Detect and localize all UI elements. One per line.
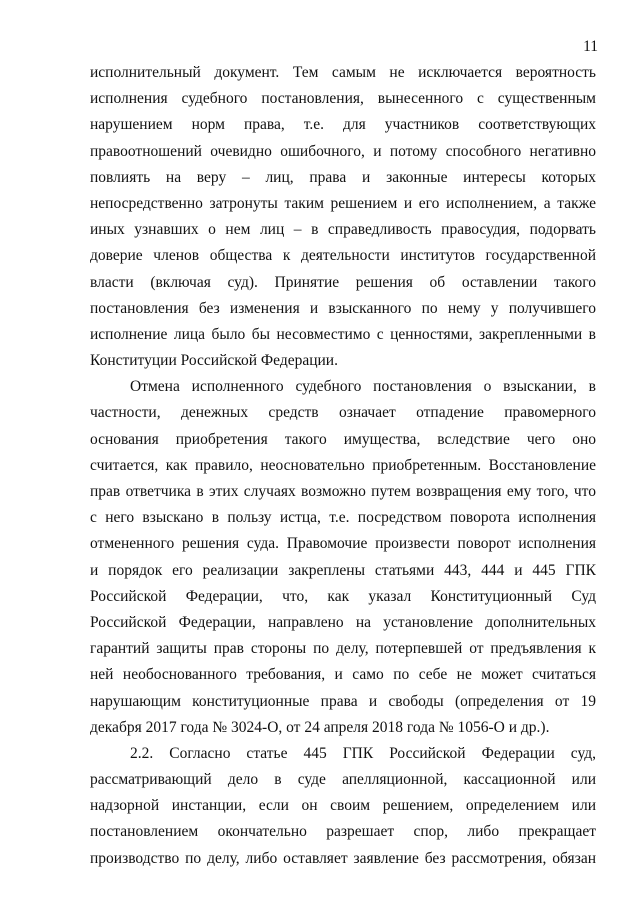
text-line: прав ответчика в этих случаях возможно путем возвращения ему того, что [90,483,596,500]
text-line: Отмена исполненного судебного постановления о взыскании, в [130,378,596,396]
text-line: 2.2. Согласно статье 445 ГПК Российской Федерации суд, [130,744,596,762]
text-line: исполнения судебного постановления, вынесенного с существенным [90,90,596,108]
text-line: нарушением норм права, т.е. для участников соответствующих [90,116,596,134]
page-number: 11 [583,38,598,55]
text-line: постановления без изменения и взысканного по нему у получившего [90,299,596,317]
text-line: декабря 2017 года № 3024-О, от 24 апреля 2018 года № 1056-О и др.). [90,718,550,736]
text-line: исполнение лица было бы несовместимо с ценностями, закрепленными в [90,325,596,343]
text-line: и порядок его реализации закреплены статьями 443, 444 и 445 ГПК [90,561,596,579]
text-line: частности, денежных средств означает отпадение правомерного [90,404,596,422]
text-line: ней необоснованного требования, и само по себе не может считаться [90,666,596,684]
text-line: рассматривающий дело в суде апелляционной, кассационной или [90,771,596,789]
text-line: Конституции Российской Федерации. [90,352,338,370]
text-line: основания приобретения такого имущества, вследствие чего оно [90,430,596,448]
paragraph-2 [90,374,596,741]
text-line: надзорной инстанции, если он своим решением, определением или [90,797,596,815]
text-line: считается, как правило, неосновательно приобретенным. Восстановление [90,456,596,474]
text-line: нарушающим конституционные права и свободы (определения от 19 [90,692,596,710]
text-line: постановлением окончательно разрешает спор, либо прекращает [90,823,596,841]
text-line: правоотношений очевидно ошибочного, и потому способного негативно [90,142,596,160]
text-line: исполнительный документ. Тем самым не исключается вероятность [90,64,596,81]
text-line: власти (включая суд). Принятие решения об оставлении такого [90,273,596,291]
text-line: производство по делу, либо оставляет заявление без рассмотрения, обязан [90,849,596,867]
text-line: Российской Федерации, направлено на установление дополнительных [90,613,596,631]
text-line: Российской Федерации, что, как указал Конституционный Суд [90,587,596,605]
text-line: иных узнавших о нем лиц – в справедливость правосудия, подорвать [90,221,596,239]
document-body [90,60,596,872]
text-line: непосредственно затронуты таким решением и его исполнением, а также [90,194,596,212]
paragraph-1 [90,60,596,374]
text-line: с него взыскано в пользу истца, т.е. посредством поворота исполнения [90,509,596,527]
paragraph-3 [90,741,596,872]
text-line: отмененного решения суда. Правомочие произвести поворот исполнения [90,535,596,553]
text-line: гарантий защиты прав стороны по делу, потерпевшей от предъявления к [90,640,596,658]
text-line: повлиять на веру – лиц, права и законные интересы которых [90,168,596,186]
text-line: доверие членов общества к деятельности институтов государственной [90,247,596,265]
